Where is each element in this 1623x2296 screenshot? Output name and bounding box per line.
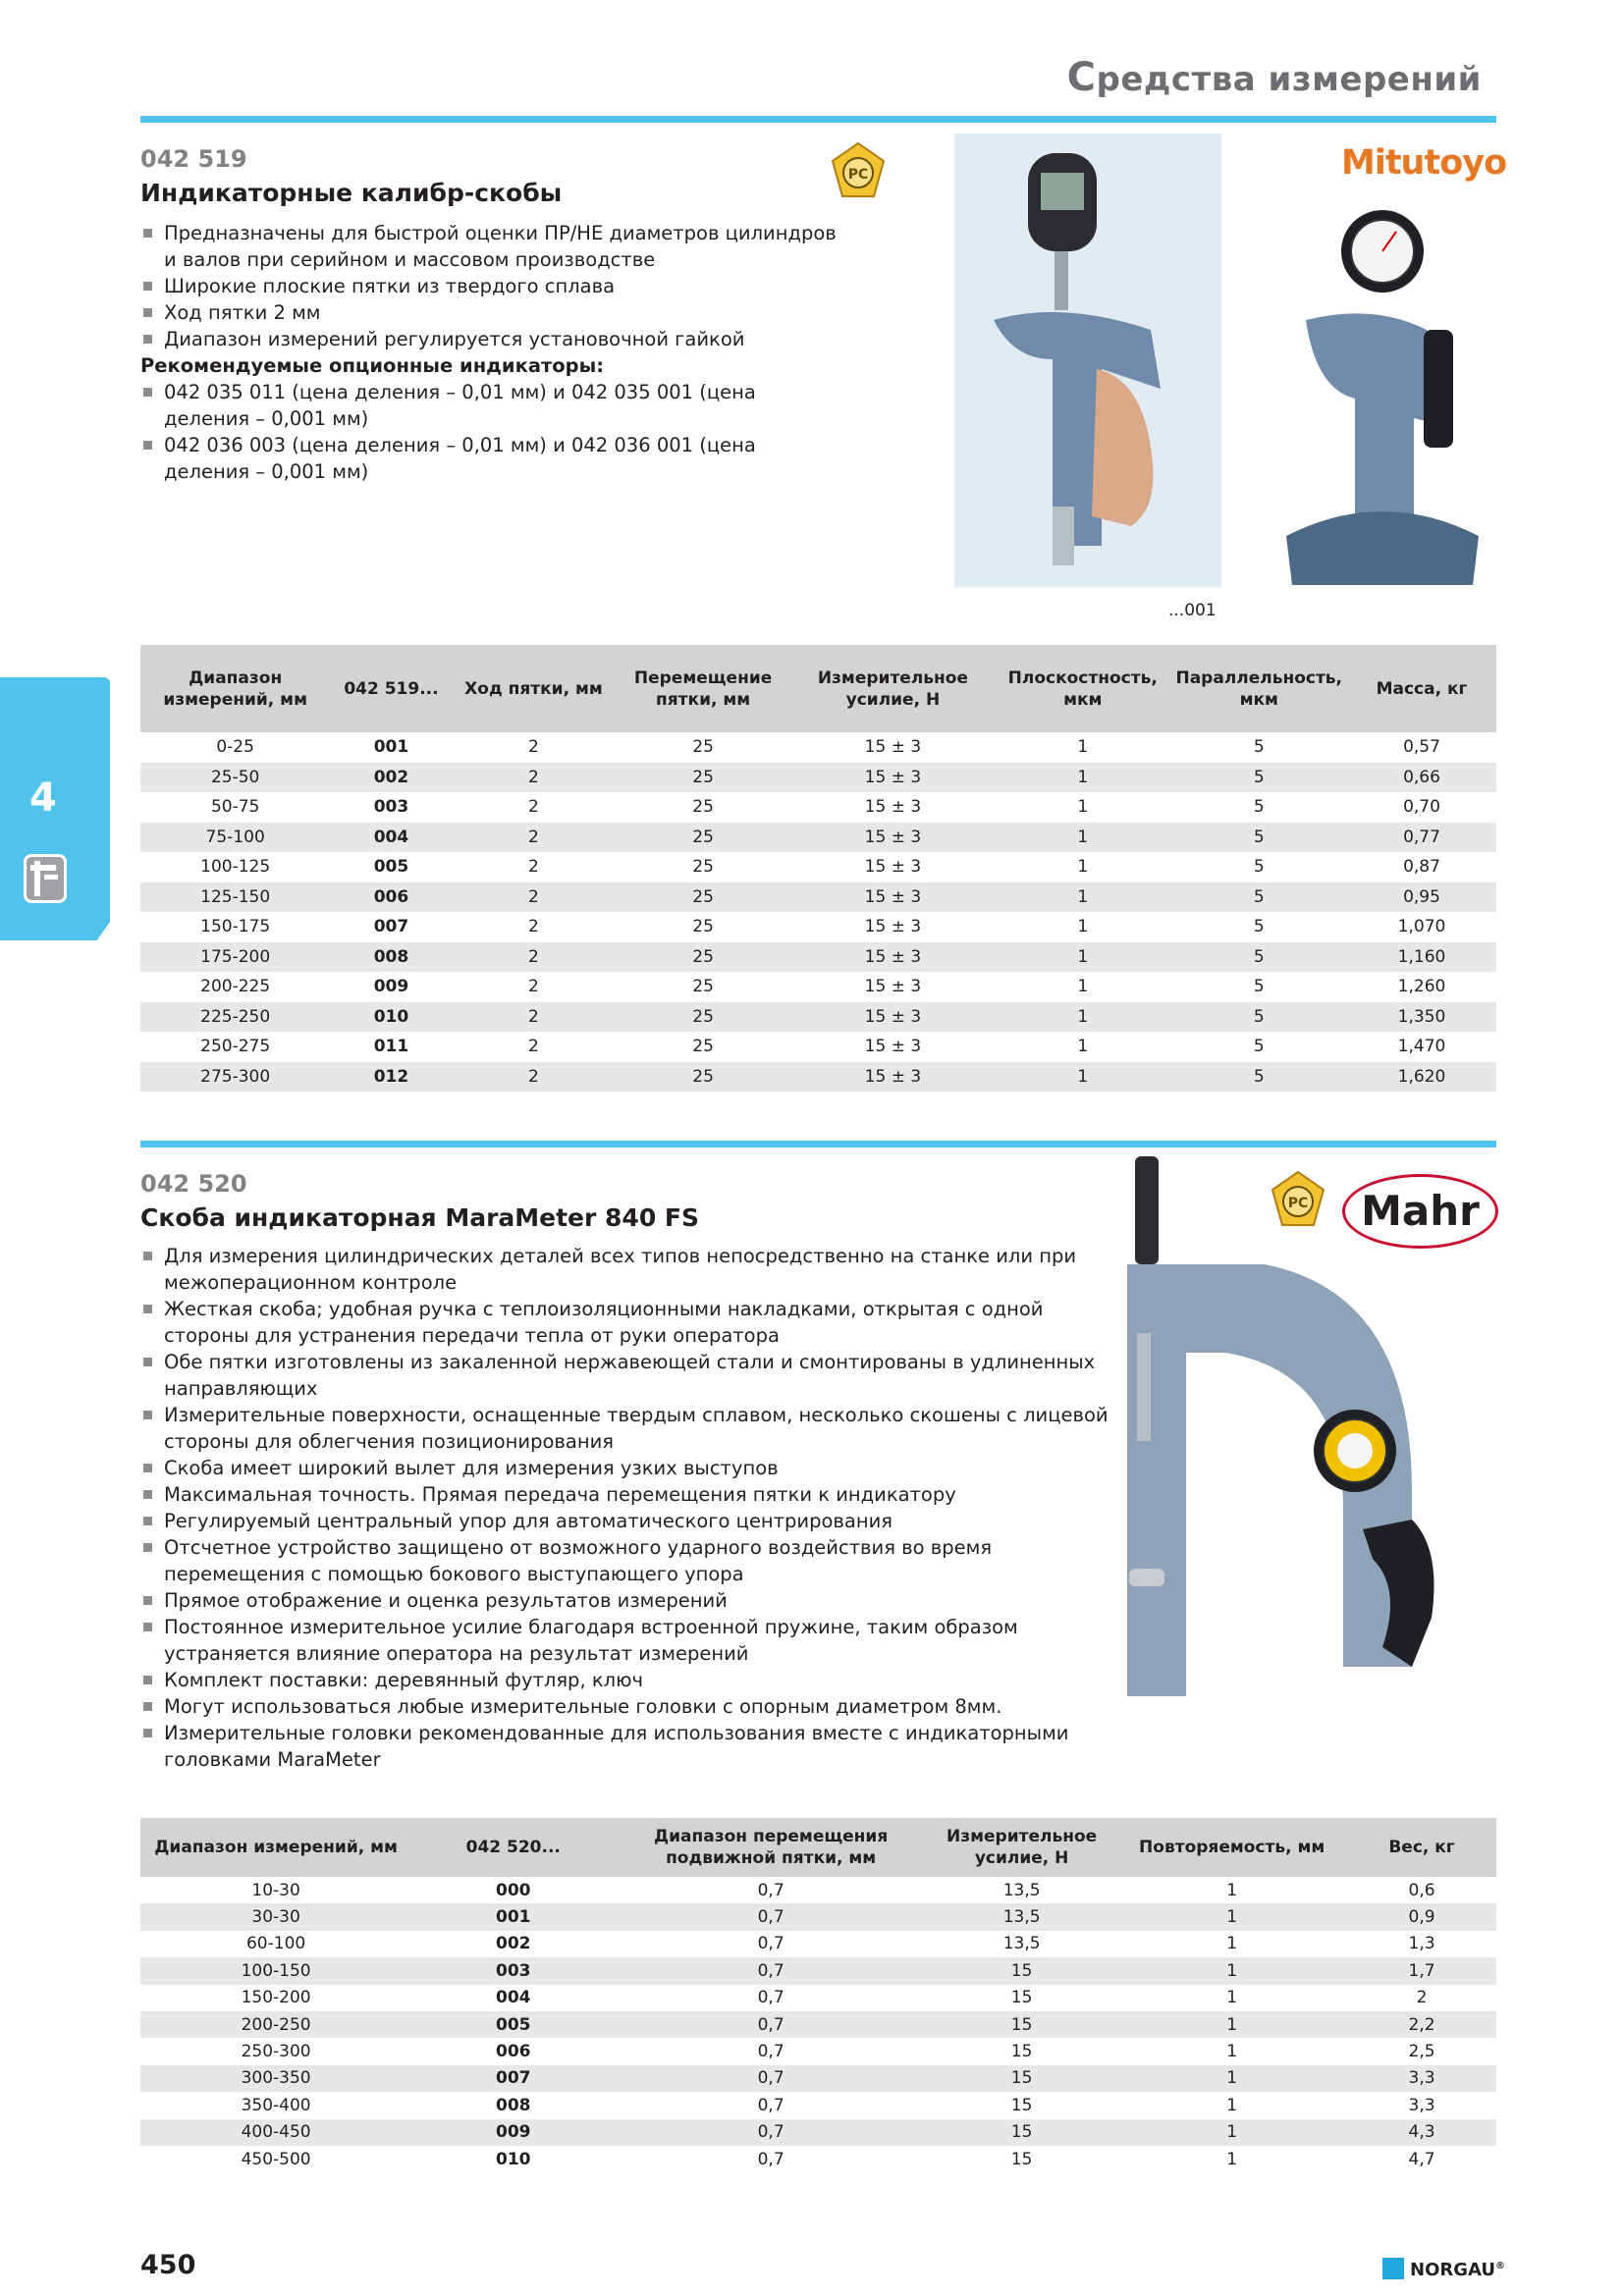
mahr-logo: Mahr [1342, 1174, 1498, 1249]
table-cell: 15 ± 3 [864, 797, 922, 818]
column-header: Повторяемость, мм [1116, 1818, 1347, 1877]
table-cell: 13,5 [1002, 1934, 1041, 1954]
table-cell: 15 ± 3 [791, 1002, 995, 1033]
column-header: Измерительное усилие, Н [791, 645, 995, 732]
table-cell: 0,95 [1347, 882, 1496, 913]
section2-code: 042 520 [140, 1170, 247, 1198]
table-row [140, 1002, 1496, 1033]
page-number: 450 [140, 2250, 196, 2280]
table-cell: 2 [453, 1002, 616, 1033]
table-cell: 002 [496, 1934, 531, 1954]
table-cell: 009 [411, 2119, 615, 2146]
table-cell: 003 [411, 1957, 615, 1984]
table-cell: 25 [692, 917, 714, 937]
table-cell: 100-150 [140, 1957, 411, 1984]
table-cell: 25-50 [140, 763, 330, 793]
table-cell: 001 [411, 1903, 615, 1930]
table-cell: 175-200 [140, 942, 330, 973]
table-cell: 010 [330, 1002, 452, 1033]
table-cell: 60-100 [245, 1934, 306, 1954]
column-header: Перемещение пятки, мм [615, 645, 791, 732]
table-row [140, 1957, 1496, 1984]
table-cell: 0,77 [1347, 823, 1496, 853]
table-row [140, 942, 1496, 973]
table-cell: 10-30 [251, 1880, 300, 1900]
table-cell: 15 ± 3 [864, 1037, 922, 1057]
column-header: Диапазон перемещения подвижной пятки, мм [615, 1818, 927, 1877]
table-cell: 15 ± 3 [864, 917, 922, 937]
table-cell: 5 [1253, 977, 1265, 997]
column-header: Ход пятки, мм [453, 645, 616, 732]
photo-caption: ...001 [1168, 601, 1217, 620]
table-cell: 1 [1116, 2119, 1347, 2146]
table-cell: 1 [1226, 2095, 1238, 2115]
table-cell: 0,87 [1403, 857, 1440, 878]
table-cell: 1 [1077, 917, 1089, 937]
svg-text:PC: PC [847, 167, 869, 183]
table-cell: 400-450 [140, 2119, 411, 2146]
section1-features [140, 220, 847, 485]
table-cell: 15 ± 3 [864, 737, 922, 758]
table-cell: 0,7 [615, 2065, 927, 2092]
table-cell: 1 [995, 1062, 1171, 1093]
caliper-icon [24, 854, 67, 903]
feature-bullet: Отсчетное устройство защищено от возможного ударного воздействия во время перемещения с помощью бокового выступающего упора [140, 1534, 1112, 1587]
table-row [140, 2119, 1496, 2146]
table-cell: 15 [1010, 2095, 1033, 2115]
column-header: 042 520... [411, 1818, 615, 1877]
table-cell: 2 [528, 1037, 539, 1057]
table-cell: 1 [995, 1002, 1171, 1033]
table-cell: 0,9 [1347, 1903, 1496, 1930]
feature-bullet: Максимальная точность. Прямая передача перемещения пятки к индикатору [140, 1481, 1112, 1508]
table-row [140, 1903, 1496, 1930]
table-row [140, 1062, 1496, 1093]
table-cell: 25 [615, 882, 791, 913]
table-cell: 2 [528, 857, 539, 878]
table-cell: 5 [1171, 823, 1348, 853]
table-cell: 009 [373, 977, 409, 997]
table-row [140, 2011, 1496, 2038]
option-bullet: 042 036 003 (цена деления – 0,01 мм) и 042 036 001 (цена деления – 0,001 мм) [140, 432, 847, 485]
table-cell: 5 [1171, 1062, 1348, 1093]
table-cell: 200-250 [140, 2011, 411, 2038]
product-photo-marameter [1117, 1156, 1471, 1794]
table-cell: 125-150 [140, 882, 330, 913]
table-cell: 15 [1010, 2042, 1033, 2062]
table-row [140, 823, 1496, 853]
table-cell: 005 [411, 2011, 615, 2038]
table-cell: 25 [615, 763, 791, 793]
column-header: Измерительное усилие, Н [927, 1818, 1116, 1877]
svg-text:PC: PC [1287, 1196, 1309, 1211]
table-cell: 2 [528, 737, 539, 758]
table-cell: 006 [496, 2042, 531, 2062]
table-cell: 1 [995, 882, 1171, 913]
table-cell: 2 [1416, 1988, 1428, 2008]
table-cell: 0,70 [1403, 797, 1440, 818]
table-cell: 1,070 [1397, 917, 1446, 937]
table-cell: 25 [692, 737, 714, 758]
table-cell: 5 [1171, 1002, 1348, 1033]
table-cell: 1 [1116, 1903, 1347, 1930]
table-cell: 15 ± 3 [791, 942, 995, 973]
column-header: 042 519... [330, 645, 452, 732]
table-cell: 004 [496, 1988, 531, 2008]
column-header: Плоскостность, мкм [995, 645, 1171, 732]
table-cell: 225-250 [140, 1002, 330, 1033]
table-cell: 15 ± 3 [791, 763, 995, 793]
table-cell: 001 [373, 737, 409, 758]
table-cell: 25 [692, 857, 714, 878]
table-cell: 1 [995, 763, 1171, 793]
table-cell: 5 [1171, 763, 1348, 793]
table-row [140, 1032, 1496, 1062]
table-cell: 0,7 [615, 1903, 927, 1930]
feature-bullet: Скоба имеет широкий вылет для измерения узких выступов [140, 1455, 1112, 1481]
table-cell: 011 [373, 1037, 409, 1057]
table-cell: 1,350 [1347, 1002, 1496, 1033]
column-header: Вес, кг [1347, 1818, 1496, 1877]
table-cell: 2 [453, 1062, 616, 1093]
table-cell: 25 [692, 977, 714, 997]
table-cell: 0,7 [757, 1934, 784, 1954]
table-cell: 15 ± 3 [791, 882, 995, 913]
table-cell: 15 [1010, 1988, 1033, 2008]
table-cell: 0,7 [757, 2042, 784, 2062]
section-rule [140, 1141, 1496, 1148]
table-cell: 0,7 [615, 2011, 927, 2038]
table-cell: 5 [1253, 857, 1265, 878]
table-cell: 275-300 [140, 1062, 330, 1093]
table-cell: 15 [927, 1957, 1116, 1984]
table-cell: 250-275 [200, 1037, 271, 1057]
table-cell: 000 [496, 1880, 531, 1900]
feature-bullet: Для измерения цилиндрических деталей всех типов непосредственно на станке или при межоперационном контроле [140, 1243, 1112, 1296]
table-cell: 5 [1253, 917, 1265, 937]
section1-code: 042 519 [140, 145, 247, 173]
table-row [140, 972, 1496, 1002]
table-cell: 15 [927, 2065, 1116, 2092]
column-header: Параллельность, мкм [1171, 645, 1348, 732]
table-cell: 5 [1253, 737, 1265, 758]
section2-features [140, 1243, 1112, 1773]
table-cell: 007 [373, 917, 409, 937]
table-cell: 4,7 [1408, 2149, 1435, 2169]
table-cell: 0,7 [757, 2095, 784, 2115]
table-cell: 2 [528, 797, 539, 818]
table-cell: 450-500 [241, 2149, 311, 2169]
table-cell: 012 [330, 1062, 452, 1093]
column-header: Масса, кг [1347, 645, 1496, 732]
table-cell: 1 [1226, 1880, 1238, 1900]
table-cell: 2 [528, 977, 539, 997]
table-row [140, 2065, 1496, 2092]
table-cell: 1 [1226, 1988, 1238, 2008]
table-row [140, 1931, 1496, 1957]
feature-bullet: Измерительные поверхности, оснащенные твердым сплавом, несколько скошены с лицевой стороны для облегчения позиционирования [140, 1402, 1112, 1455]
table-row [140, 2092, 1496, 2118]
table-cell: 2 [453, 823, 616, 853]
feature-bullet: Диапазон измерений регулируется установочной гайкой [140, 326, 847, 352]
table-cell: 006 [330, 882, 452, 913]
table-row [140, 732, 1496, 763]
table-cell: 15 [927, 2119, 1116, 2146]
table-cell: 2 [453, 882, 616, 913]
table-cell: 100-125 [200, 857, 271, 878]
table-cell: 008 [330, 942, 452, 973]
options-header: Рекомендуемые опционные индикаторы: [140, 354, 605, 377]
table-cell: 1,7 [1347, 1957, 1496, 1984]
table-cell: 1,470 [1397, 1037, 1446, 1057]
table-cell: 0,7 [757, 2149, 784, 2169]
table-cell: 1,160 [1347, 942, 1496, 973]
table-cell: 2,5 [1408, 2042, 1435, 2062]
table-cell: 0,7 [615, 2119, 927, 2146]
norgau-logo: NORGAU® [1410, 2260, 1505, 2280]
feature-bullet: Жесткая скоба; удобная ручка с теплоизоляционными накладками, открытая с одной стороны для устранения передачи тепла от руки оператора [140, 1296, 1112, 1349]
table-cell: 1 [1116, 2065, 1347, 2092]
feature-bullet: Измерительные головки рекомендованные для использования вместе с индикаторными головками MaraMeter [140, 1720, 1112, 1773]
table-cell: 005 [373, 857, 409, 878]
table-cell: 150-175 [200, 917, 271, 937]
table-cell: 1 [995, 942, 1171, 973]
spec-table-042520 [140, 1818, 1496, 2172]
table-cell: 300-350 [140, 2065, 411, 2092]
product-photo-caliper-stand [1267, 192, 1498, 595]
table-cell: 1,620 [1347, 1062, 1496, 1093]
table-cell: 15 [1010, 2149, 1033, 2169]
quality-certificate-icon [831, 141, 886, 204]
table-cell: 2 [453, 942, 616, 973]
table-cell: 2,2 [1347, 2011, 1496, 2038]
table-cell: 50-75 [210, 797, 260, 818]
table-cell: 0,7 [615, 1957, 927, 1984]
table-cell: 350-400 [241, 2095, 311, 2115]
table-cell: 15 ± 3 [791, 1062, 995, 1093]
spec-table-042519 [140, 645, 1496, 1092]
table-cell: 25 [692, 1037, 714, 1057]
table-cell: 008 [496, 2095, 531, 2115]
table-cell: 15 ± 3 [791, 823, 995, 853]
table-cell: 010 [496, 2149, 531, 2169]
table-cell: 13,5 [1002, 1880, 1041, 1900]
table-cell: 0,6 [1408, 1880, 1435, 1900]
table-cell: 1 [1077, 737, 1089, 758]
table-row [140, 2146, 1496, 2172]
table-cell: 1,3 [1408, 1934, 1435, 1954]
table-cell: 13,5 [927, 1903, 1116, 1930]
option-bullet: 042 035 011 (цена деления – 0,01 мм) и 042 035 001 (цена деления – 0,001 мм) [140, 379, 847, 432]
table-cell: 007 [411, 2065, 615, 2092]
table-cell: 5 [1171, 942, 1348, 973]
table-cell: 25 [692, 797, 714, 818]
table-row [140, 792, 1496, 823]
table-cell: 15 [927, 2011, 1116, 2038]
chapter-number: 4 [29, 775, 57, 821]
table-cell: 1,260 [1397, 977, 1446, 997]
table-cell: 25 [615, 823, 791, 853]
column-header: Диапазон измерений, мм [140, 645, 330, 732]
table-cell: 1 [1116, 1957, 1347, 1984]
product-photo-caliper-hand [954, 133, 1221, 587]
table-cell: 1 [1226, 2149, 1238, 2169]
page-section-title: Средства измерений [1066, 55, 1482, 100]
table-cell: 1 [995, 823, 1171, 853]
table-cell: 1 [1226, 1934, 1238, 1954]
table-row [140, 912, 1496, 942]
table-cell: 75-100 [140, 823, 330, 853]
table-row [140, 2038, 1496, 2064]
table-cell: 003 [373, 797, 409, 818]
table-cell: 0,7 [757, 1880, 784, 1900]
table-cell: 200-225 [200, 977, 271, 997]
table-cell: 2 [528, 917, 539, 937]
table-row [140, 852, 1496, 882]
header-rule [140, 116, 1496, 123]
table-cell: 0,66 [1347, 763, 1496, 793]
table-cell: 25 [615, 1062, 791, 1093]
table-row [140, 882, 1496, 913]
table-cell: 0,7 [757, 1988, 784, 2008]
table-cell: 2 [453, 763, 616, 793]
section1-title: Индикаторные калибр-скобы [140, 179, 563, 207]
table-cell: 15 ± 3 [864, 977, 922, 997]
table-cell: 1 [1226, 2042, 1238, 2062]
table-cell: 1 [1077, 1037, 1089, 1057]
table-cell: 1 [1116, 2011, 1347, 2038]
table-cell: 3,3 [1347, 2065, 1496, 2092]
table-cell: 0-25 [216, 737, 254, 758]
table-cell: 30-30 [140, 1903, 411, 1930]
table-cell: 150-200 [241, 1988, 311, 2008]
column-header: Диапазон измерений, мм [140, 1818, 411, 1877]
table-cell: 5 [1171, 882, 1348, 913]
feature-bullet: Регулируемый центральный упор для автоматического центрирования [140, 1508, 1112, 1534]
table-cell: 1 [1077, 977, 1089, 997]
table-cell: 004 [330, 823, 452, 853]
feature-bullet: Постоянное измерительное усилие благодаря встроенной пружине, таким образом устраняется влияние оператора на результат измерений [140, 1614, 1112, 1667]
table-cell: 002 [330, 763, 452, 793]
table-cell: 25 [615, 942, 791, 973]
table-row [140, 1985, 1496, 2011]
table-cell: 1 [1077, 797, 1089, 818]
table-cell: 25 [615, 1002, 791, 1033]
feature-bullet: Ход пятки 2 мм [140, 299, 847, 326]
feature-bullet: Предназначены для быстрой оценки ПР/НЕ диаметров цилиндров и валов при серийном и массовом производстве [140, 220, 847, 273]
table-cell: 5 [1253, 1037, 1265, 1057]
feature-bullet: Широкие плоские пятки из твердого сплава [140, 273, 847, 299]
feature-bullet: Обе пятки изготовлены из закаленной нержавеющей стали и смонтированы в удлиненных направляющих [140, 1349, 1112, 1402]
table-cell: 4,3 [1347, 2119, 1496, 2146]
table-cell: 5 [1253, 797, 1265, 818]
table-row [140, 763, 1496, 793]
section2-title: Скоба индикаторная MaraMeter 840 FS [140, 1203, 700, 1232]
feature-bullet: Могут использоваться любые измерительные головки с опорным диаметром 8мм. [140, 1693, 1112, 1720]
table-row [140, 1877, 1496, 1903]
feature-bullet: Комплект поставки: деревянный футляр, ключ [140, 1667, 1112, 1693]
table-cell: 250-300 [241, 2042, 311, 2062]
table-cell: 15 ± 3 [864, 857, 922, 878]
mitutoyo-logo: Mitutoyo [1341, 143, 1507, 183]
table-cell: 3,3 [1408, 2095, 1435, 2115]
table-cell: 0,57 [1403, 737, 1440, 758]
feature-bullet: Прямое отображение и оценка результатов измерений [140, 1587, 1112, 1614]
table-cell: 1 [1077, 857, 1089, 878]
norgau-logo-mark [1382, 2258, 1404, 2279]
